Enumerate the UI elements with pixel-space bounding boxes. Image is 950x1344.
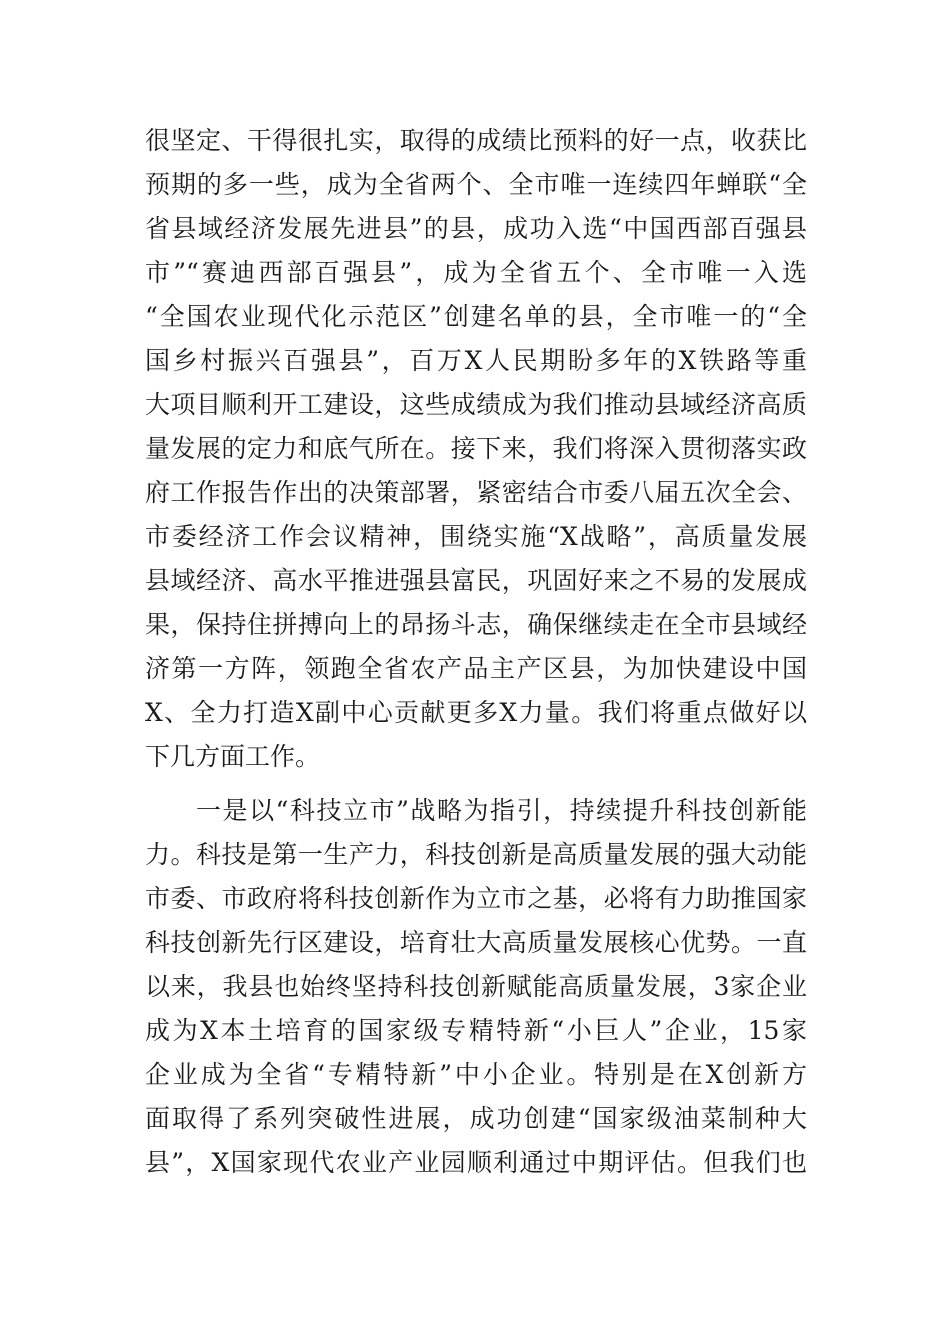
text-line: “全国农业现代化示范区”创建名单的县，全市唯一的“全: [145, 302, 807, 331]
text-line: 市委、市政府将科技创新作为立市之基，必将有力助推国家: [145, 884, 807, 913]
text-line: 面取得了系列突破性进展，成功创建“国家级油菜制种大: [145, 1104, 807, 1133]
text-line: 市”“赛迪西部百强县”，成为全省五个、全市唯一入选: [145, 258, 807, 287]
text-line: 力。科技是第一生产力，科技创新是高质量发展的强大动能: [145, 840, 807, 869]
text-line: 以来，我县也始终坚持科技创新赋能高质量发展，3家企业: [145, 972, 807, 1001]
text-line: 大项目顺利开工建设，这些成绩成为我们推动县域经济高质: [145, 390, 807, 419]
text-line: 果，保持住拼搏向上的昂扬斗志，确保继续走在全市县域经: [145, 610, 807, 639]
text-line: 市委经济工作会议精神，围绕实施“X战略”，高质量发展: [145, 522, 807, 551]
text-line: 国乡村振兴百强县”，百万X人民期盼多年的X铁路等重: [145, 346, 807, 375]
text-line: 府工作报告作出的决策部署，紧密结合市委八届五次全会、: [145, 478, 807, 507]
text-line: 省县域经济发展先进县”的县，成功入选“中国西部百强县: [145, 214, 807, 243]
text-line: X、全力打造X副中心贡献更多X力量。我们将重点做好以: [145, 698, 807, 727]
text-line: 科技创新先行区建设，培育壮大高质量发展核心优势。一直: [145, 928, 807, 957]
text-line: 成为X本土培育的国家级专精特新“小巨人”企业，15家: [145, 1016, 807, 1045]
text-line: 企业成为全省“专精特新”中小企业。特别是在X创新方: [145, 1060, 807, 1089]
text-line: 预期的多一些，成为全省两个、全市唯一连续四年蝉联“全: [145, 170, 807, 199]
text-line: 很坚定、干得很扎实，取得的成绩比预料的好一点，收获比: [145, 126, 807, 155]
text-line: 济第一方阵，领跑全省农产品主产区县，为加快建设中国: [145, 654, 807, 683]
text-line: 县”，X国家现代农业产业园顺利通过中期评估。但我们也: [145, 1148, 807, 1177]
text-line: 量发展的定力和底气所在。接下来，我们将深入贯彻落实政: [145, 434, 807, 463]
text-line: 县域经济、高水平推进强县富民，巩固好来之不易的发展成: [145, 566, 807, 595]
text-line: 下几方面工作。: [145, 742, 321, 771]
text-line: 一是以“科技立市”战略为指引，持续提升科技创新能: [196, 796, 807, 825]
